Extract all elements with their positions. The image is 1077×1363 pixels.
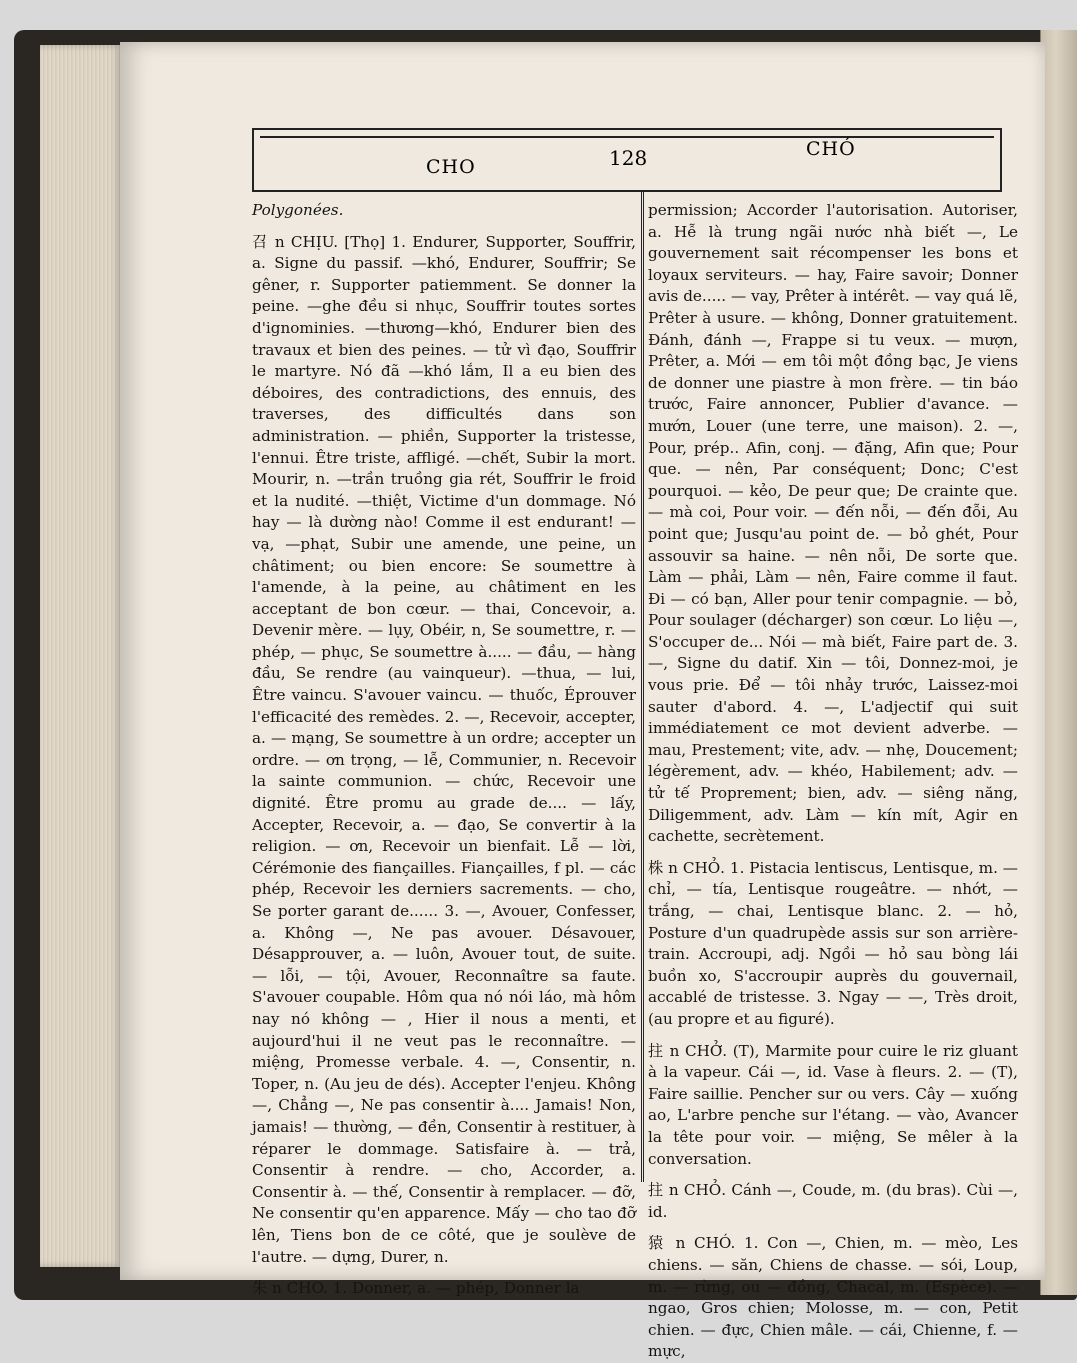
entry-cho-chien: 猿 n CHÓ. 1. Con —, Chien, m. — mèo, Les chiens. — săn, Chiens de chasse. — sói, Loup, m. — rừng, ou — đồng, Chacal, m. (Espèce). — ngao, Gros chien; Molosse, m. — con, Petit chien. — đực, Chien mâle. — cái, Chienne, f. — mực, [648,1234,1018,1361]
right-column [648,200,1018,1363]
left-headword: CHO [426,156,476,178]
page-number: 128 [609,146,648,170]
column-divider [641,192,644,1182]
right-headword: CHÓ [806,138,856,160]
entry-cho-coude: 拄 n CHỎ. Cánh —, Coude, m. (du bras). Cùi —, id. [648,1181,1018,1221]
left-column [252,200,636,1300]
page-header [252,128,1002,192]
continuation-text: Polygonées. [252,201,344,219]
page-edges [40,45,124,1267]
entry-cho-continued: permission; Accorder l'autorisation. Autoriser, a. Hễ là trung ngãi nước nhà biết —, Le gouvernement sait récompenser les bons et loyaux serviteurs. — hay, Faire savoir; Donner avis de..... — vay, Prêter à intérêt. — vay quá lẽ, Prêter à usure. — không, Donner gratuitement. Đánh, đánh —, Frappe si tu veux. — mượn, Prêter, a. Mới — em tôi một đồng bạc, Je viens de donner une piastre à mon frère. — tin báo trước, Faire annoncer, Publier d'avance. — mướn, Louer (une terre, une maison). 2. —, Pour, prép.. Afin, conj. — đặng, Afin que; Pour que. — nên, Par conséquent; Donc; C'est pourquoi. — kẻo, De peur que; De crainte que. — mà coi, Pour voir. — đến nỗi, — đến đỗi, Au point que; Jusqu'au point de. — bỏ ghét, Pour assouvir sa haine. — nên nỗi, De sorte que. Làm — phải, Làm — nên, Faire comme il faut. Đi — có bạn, Aller pour tenir compagnie. — bỏ, Pour soulager (décharger) son cœur. Lo liệu —, S'occuper de... Nói — mà biết, Faire part de. 3. —, Signe du datif. Xin — tôi, Donnez-moi, je vous prie. Để — tôi nhảy trước, Laissez-moi sauter d'abord. 4. —, L'adjectif qui suit immédiatement ce mot devient adverbe. — mau, Prestement; vite, adv. — nhẹ, Doucement; légèrement, adv. — khéo, Habilement; adv. — tử tế Proprement; bien, adv. — siêng năng, Diligemment, adv. Làm — kín mít, Agir en cachette, secrètement. [648,201,1018,846]
entry-cho-lentisque: 株 n CHỎ. 1. Pistacia lentiscus, Lentisque, m. — chỉ, — tía, Lentisque rougeâtre. — nhớt, — trắng, — chai, Lentisque blanc. 2. — hỏ, Posture d'un quadrupède assis sur son arrière-train. Accroupi, adj. Ngồi — hỏ sau bòng lái buồn xo, S'accroupir auprès du gouvernail, accablé de tristesse. 3. Ngay — —, Très droit, (au propre et au figuré). [648,858,1018,1028]
entry-cho: 朱 n CHO. 1. Donner, a. — phép, Donner la [252,1279,580,1298]
facing-page-edge [1040,30,1077,1295]
entry-chiu: 召 n CHỊU. [Thọ] 1. Endurer, Supporter, Souffrir, a. Signe du passif. —khó, Endurer, Souffrir; Se gêner, r. Supporter patiemment. Se donner la peine. —ghe đều si nhục, Souffrir toutes sortes d'ignominies. —thương—khó, Endurer bien des travaux et bien des peines. — tử vì đạo, Souffrir le martyre. Nó đã —khó lắm, Il a eu bien des déboires, des contradictions, des ennuis, des traverses, des difficultés dans son administration. — phiền, Supporter la tristesse, l'ennui. Être triste, affligé. —chết, Subir la mort. Mourir, n. —trần truồng gia rét, Souffrir le froid et la nudité. —thiệt, Victime d'un dommage. Nó hay — là dường nào! Comme il est endurant! —vạ, —phạt, Subir une amende, une peine, un châtiment; ou bien encore: Se soumettre à l'amende, à la peine, au châtiment en les acceptant de bon cœur. — thai, Concevoir, a. Devenir mère. — lụy, Obéir, n, Se soumettre, r. — phép, — phục, Se soumettre à..... — đầu, — hàng đầu, Se rendre (au vainqueur). —thua, — lui, Être vaincu. S'avouer vaincu. — thuốc, Éprouver l'efficacité des remèdes. 2. —, Recevoir, accepter, a. — mạng, Se soumettre à un ordre; accepter un ordre. — ơn trọng, — lễ, Communier, n. Recevoir la sainte communion. — chức, Recevoir une dignité. Être promu au grade de.... — lấy, Accepter, Recevoir, a. — đạo, Se convertir à la religion. — ơn, Recevoir un bienfait. Lễ — lời, Cérémonie des fiançailles. Fiançailles, f pl. — các phép, Recevoir les derniers sacrements. — cho, Se porter garant de...... 3. —, Avouer, Confesser, a. Không —, Ne pas avouer. Désavouer, Désapprouver, a. — luôn, Avouer tout, de suite. — lỗi, — tội, Avouer, Reconnaître sa faute. S'avouer coupable. Hôm qua nó nói láo, mà hôm nay nó không — , Hier il nous a menti, et aujourd'hui il ne veut pas le reconnaître. — miệng, Promesse verbale. 4. —, Consentir, n. Toper, n. (Au jeu de dés). Accepter l'enjeu. Không —, Chẳng —, Ne pas consentir à.... Jamais! Non, jamais! — thường, — đền, Consentir à restituer, à réparer le dommage. Satisfaire à. — trả, Consentir à rendre. — cho, Accorder, a. Consentir à. — thế, Consentir à remplacer. — đỡ, Ne consentir qu'en apparence. Mấy — cho tao đỡ lên, Tiens bon de ce côté, que je soulève de l'autre. — dựng, Durer, n. [252,232,636,1266]
entry-cho-marmite: 拄 n CHỞ. (T), Marmite pour cuire le riz gluant à la vapeur. Cái —, id. Vase à fleurs. 2. — (T), Faire saillie. Pencher sur ou vers. Cây — xuống ao, L'arbre penche sur l'étang. — vào, Avancer la tête pour voir. — miệng, Se mêler à la conversation. [648,1041,1018,1168]
